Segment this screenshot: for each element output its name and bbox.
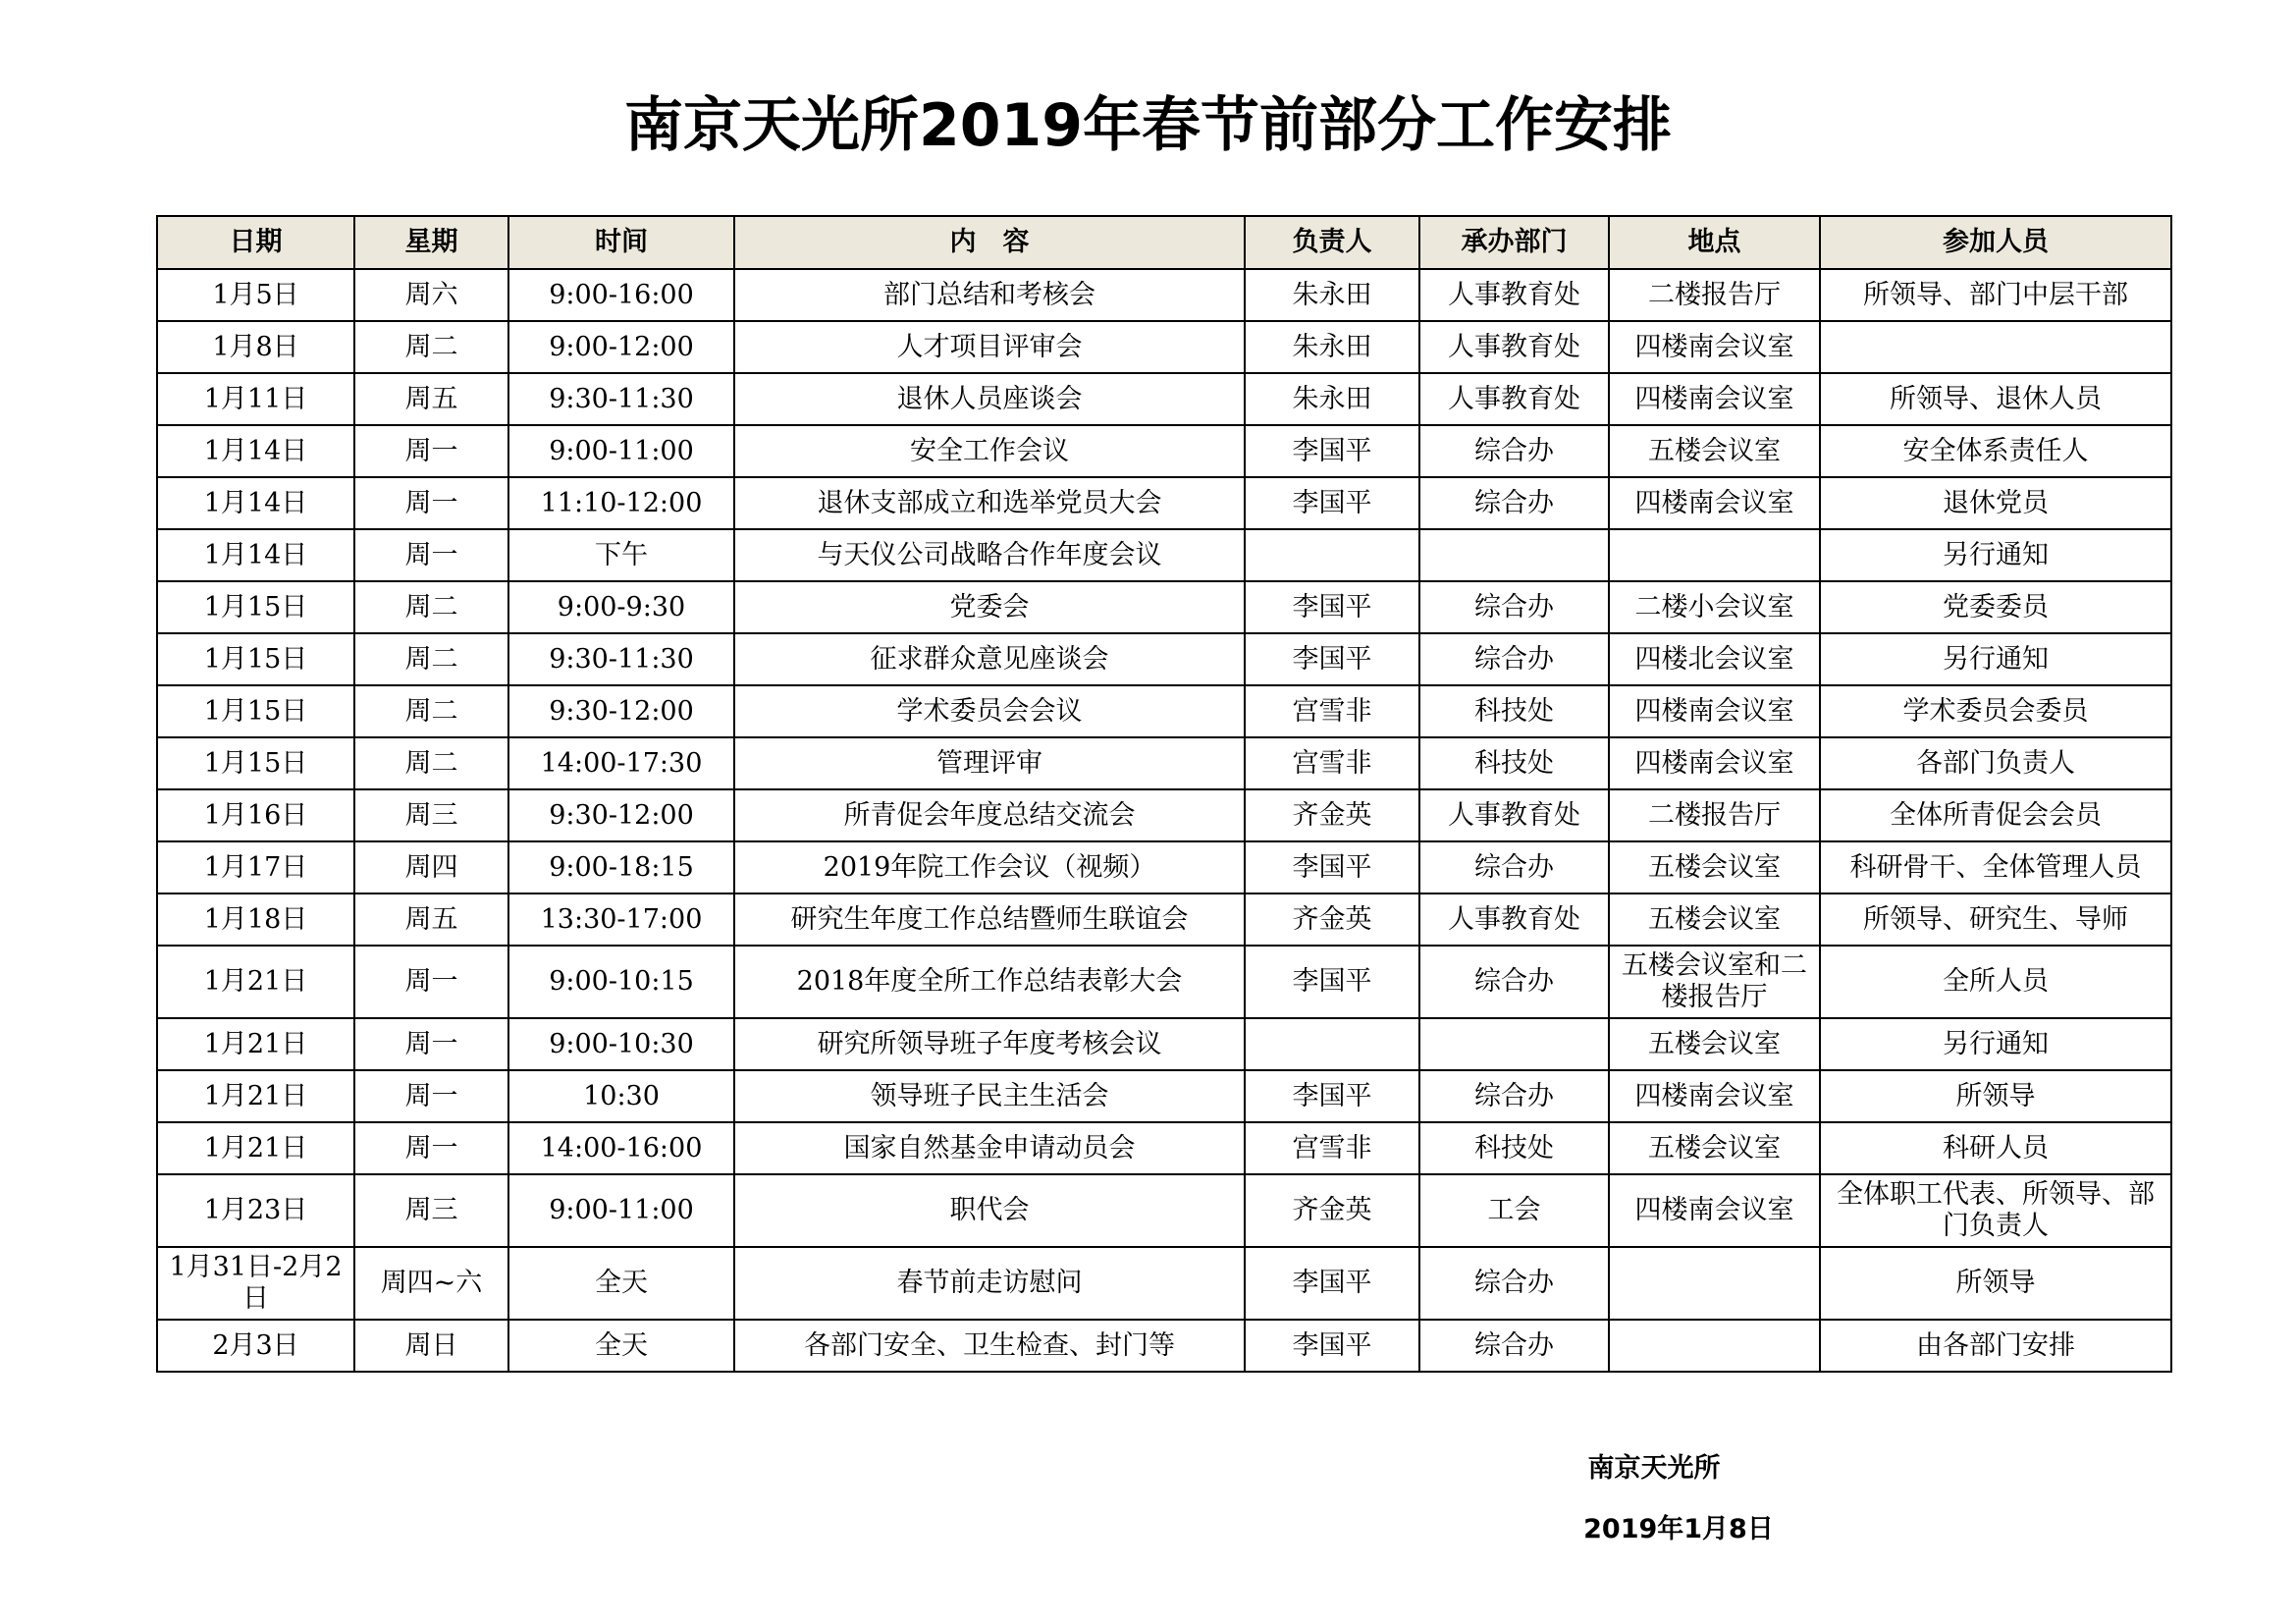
cell-department: 科技处 [1419,685,1609,737]
cell-department: 人事教育处 [1419,321,1609,373]
cell-location: 四楼南会议室 [1609,477,1820,529]
cell-date: 1月15日 [157,633,354,685]
cell-location [1609,1247,1820,1320]
table-row [157,1320,2171,1372]
cell-date: 1月15日 [157,737,354,789]
table-row [157,321,2171,373]
table-row [157,1174,2171,1247]
cell-time: 9:00-9:30 [508,581,734,633]
cell-participants: 由各部门安排 [1820,1320,2171,1372]
cell-date: 1月21日 [157,1122,354,1174]
cell-weekday: 周二 [354,685,508,737]
cell-owner: 李国平 [1245,633,1419,685]
cell-weekday: 周一 [354,1070,508,1122]
cell-location: 四楼南会议室 [1609,373,1820,425]
table-row [157,373,2171,425]
cell-date: 1月21日 [157,946,354,1018]
cell-owner: 李国平 [1245,1320,1419,1372]
cell-weekday: 周一 [354,529,508,581]
table-row [157,581,2171,633]
cell-participants: 另行通知 [1820,1018,2171,1070]
cell-date: 1月5日 [157,269,354,321]
footer-organization: 南京天光所 [1587,1453,1721,1484]
cell-department: 综合办 [1419,581,1609,633]
cell-time: 9:00-10:30 [508,1018,734,1070]
cell-content: 2019年院工作会议（视频） [734,841,1245,893]
cell-location: 四楼北会议室 [1609,633,1820,685]
cell-participants: 学术委员会委员 [1820,685,2171,737]
cell-department [1419,1018,1609,1070]
cell-location [1609,529,1820,581]
cell-content: 学术委员会会议 [734,685,1245,737]
table-row [157,1070,2171,1122]
cell-weekday: 周三 [354,1174,508,1247]
cell-participants: 各部门负责人 [1820,737,2171,789]
schedule-body [157,269,2171,1372]
table-row [157,477,2171,529]
header-weekday: 星期 [354,216,508,269]
cell-participants: 退休党员 [1820,477,2171,529]
table-row [157,841,2171,893]
cell-content: 部门总结和考核会 [734,269,1245,321]
cell-department: 综合办 [1419,841,1609,893]
cell-weekday: 周二 [354,581,508,633]
cell-time: 下午 [508,529,734,581]
cell-date: 1月14日 [157,425,354,477]
cell-owner: 齐金英 [1245,789,1419,841]
cell-date: 1月11日 [157,373,354,425]
cell-weekday: 周一 [354,1122,508,1174]
cell-time: 11:10-12:00 [508,477,734,529]
header-content: 内 容 [734,216,1245,269]
table-row [157,529,2171,581]
cell-date: 1月16日 [157,789,354,841]
cell-time: 9:30-12:00 [508,789,734,841]
cell-participants: 所领导、退休人员 [1820,373,2171,425]
schedule-table [156,215,2172,1373]
cell-date: 1月15日 [157,685,354,737]
cell-weekday: 周二 [354,321,508,373]
cell-weekday: 周一 [354,425,508,477]
cell-content: 安全工作会议 [734,425,1245,477]
cell-content: 春节前走访慰问 [734,1247,1245,1320]
cell-owner: 李国平 [1245,1247,1419,1320]
cell-participants: 所领导、研究生、导师 [1820,893,2171,946]
table-row [157,1247,2171,1320]
cell-weekday: 周六 [354,269,508,321]
cell-owner: 宫雪非 [1245,737,1419,789]
cell-department: 人事教育处 [1419,373,1609,425]
cell-location: 二楼小会议室 [1609,581,1820,633]
header-participants: 参加人员 [1820,216,2171,269]
cell-content: 党委会 [734,581,1245,633]
page-title: 南京天光所2019年春节前部分工作安排 [624,91,1672,160]
table-row [157,893,2171,946]
table-row [157,1018,2171,1070]
table-row [157,269,2171,321]
cell-content: 所青促会年度总结交流会 [734,789,1245,841]
cell-date: 1月14日 [157,529,354,581]
cell-participants: 全体职工代表、所领导、部门负责人 [1820,1174,2171,1247]
cell-location: 四楼南会议室 [1609,1174,1820,1247]
cell-location: 五楼会议室 [1609,1122,1820,1174]
cell-department: 综合办 [1419,1247,1609,1320]
cell-owner: 宫雪非 [1245,1122,1419,1174]
table-row [157,685,2171,737]
table-row [157,789,2171,841]
cell-owner [1245,529,1419,581]
cell-department: 综合办 [1419,633,1609,685]
table-row [157,425,2171,477]
cell-content: 领导班子民主生活会 [734,1070,1245,1122]
cell-weekday: 周四 [354,841,508,893]
table-row [157,1122,2171,1174]
cell-weekday: 周一 [354,477,508,529]
cell-owner: 朱永田 [1245,269,1419,321]
cell-location: 五楼会议室 [1609,841,1820,893]
cell-time: 9:00-16:00 [508,269,734,321]
cell-participants: 另行通知 [1820,529,2171,581]
cell-date: 1月15日 [157,581,354,633]
cell-time: 9:00-11:00 [508,425,734,477]
cell-owner: 李国平 [1245,1070,1419,1122]
cell-participants: 所领导 [1820,1247,2171,1320]
cell-department: 综合办 [1419,477,1609,529]
cell-weekday: 周一 [354,1018,508,1070]
cell-date: 1月21日 [157,1070,354,1122]
cell-weekday: 周二 [354,737,508,789]
cell-participants: 科研骨干、全体管理人员 [1820,841,2171,893]
cell-participants: 科研人员 [1820,1122,2171,1174]
cell-participants: 全所人员 [1820,946,2171,1018]
cell-time: 9:00-18:15 [508,841,734,893]
cell-participants [1820,321,2171,373]
cell-time: 9:00-11:00 [508,1174,734,1247]
cell-owner: 齐金英 [1245,893,1419,946]
cell-weekday: 周一 [354,946,508,1018]
cell-date: 1月18日 [157,893,354,946]
cell-content: 与天仪公司战略合作年度会议 [734,529,1245,581]
cell-department: 综合办 [1419,1070,1609,1122]
cell-time: 10:30 [508,1070,734,1122]
cell-weekday: 周五 [354,893,508,946]
cell-time: 9:30-11:30 [508,373,734,425]
cell-weekday: 周三 [354,789,508,841]
cell-department: 科技处 [1419,737,1609,789]
cell-date: 1月17日 [157,841,354,893]
cell-department [1419,529,1609,581]
header-owner: 负责人 [1245,216,1419,269]
table-row [157,737,2171,789]
cell-content: 2018年度全所工作总结表彰大会 [734,946,1245,1018]
cell-owner: 李国平 [1245,477,1419,529]
cell-location: 五楼会议室和二楼报告厅 [1609,946,1820,1018]
header-row [157,216,2171,269]
cell-date: 1月14日 [157,477,354,529]
cell-time: 14:00-17:30 [508,737,734,789]
cell-date: 1月23日 [157,1174,354,1247]
cell-content: 征求群众意见座谈会 [734,633,1245,685]
cell-department: 人事教育处 [1419,269,1609,321]
cell-time: 9:00-10:15 [508,946,734,1018]
cell-department: 科技处 [1419,1122,1609,1174]
cell-time: 9:30-11:30 [508,633,734,685]
cell-owner: 宫雪非 [1245,685,1419,737]
cell-location: 四楼南会议室 [1609,685,1820,737]
cell-weekday: 周二 [354,633,508,685]
cell-owner [1245,1018,1419,1070]
cell-department: 综合办 [1419,1320,1609,1372]
cell-owner: 朱永田 [1245,321,1419,373]
cell-location: 五楼会议室 [1609,1018,1820,1070]
cell-participants: 安全体系责任人 [1820,425,2171,477]
cell-weekday: 周日 [354,1320,508,1372]
header-location: 地点 [1609,216,1820,269]
cell-department: 工会 [1419,1174,1609,1247]
cell-owner: 朱永田 [1245,373,1419,425]
cell-owner: 李国平 [1245,946,1419,1018]
cell-content: 退休支部成立和选举党员大会 [734,477,1245,529]
cell-owner: 李国平 [1245,581,1419,633]
cell-content: 职代会 [734,1174,1245,1247]
cell-participants: 党委委员 [1820,581,2171,633]
cell-content: 人才项目评审会 [734,321,1245,373]
cell-participants: 另行通知 [1820,633,2171,685]
cell-time: 全天 [508,1247,734,1320]
cell-location: 二楼报告厅 [1609,269,1820,321]
cell-location: 二楼报告厅 [1609,789,1820,841]
cell-participants: 全体所青促会会员 [1820,789,2171,841]
cell-weekday: 周四~六 [354,1247,508,1320]
cell-location [1609,1320,1820,1372]
cell-time: 13:30-17:00 [508,893,734,946]
cell-content: 研究生年度工作总结暨师生联谊会 [734,893,1245,946]
cell-participants: 所领导 [1820,1070,2171,1122]
cell-date: 1月8日 [157,321,354,373]
cell-content: 国家自然基金申请动员会 [734,1122,1245,1174]
cell-weekday: 周五 [354,373,508,425]
cell-content: 管理评审 [734,737,1245,789]
cell-content: 退休人员座谈会 [734,373,1245,425]
cell-date: 2月3日 [157,1320,354,1372]
cell-time: 全天 [508,1320,734,1372]
cell-content: 各部门安全、卫生检查、封门等 [734,1320,1245,1372]
cell-location: 四楼南会议室 [1609,737,1820,789]
cell-owner: 李国平 [1245,841,1419,893]
cell-content: 研究所领导班子年度考核会议 [734,1018,1245,1070]
cell-date: 1月21日 [157,1018,354,1070]
cell-location: 五楼会议室 [1609,893,1820,946]
cell-department: 综合办 [1419,946,1609,1018]
cell-location: 四楼南会议室 [1609,321,1820,373]
cell-time: 14:00-16:00 [508,1122,734,1174]
cell-owner: 李国平 [1245,425,1419,477]
header-date: 日期 [157,216,354,269]
cell-time: 9:00-12:00 [508,321,734,373]
footer-date: 2019年1月8日 [1583,1514,1774,1544]
cell-location: 五楼会议室 [1609,425,1820,477]
cell-participants: 所领导、部门中层干部 [1820,269,2171,321]
cell-department: 人事教育处 [1419,893,1609,946]
cell-location: 四楼南会议室 [1609,1070,1820,1122]
header-department: 承办部门 [1419,216,1609,269]
cell-owner: 齐金英 [1245,1174,1419,1247]
cell-department: 综合办 [1419,425,1609,477]
cell-time: 9:30-12:00 [508,685,734,737]
cell-date: 1月31日-2月2日 [157,1247,354,1320]
table-row [157,946,2171,1018]
table-row [157,633,2171,685]
cell-department: 人事教育处 [1419,789,1609,841]
header-time: 时间 [508,216,734,269]
